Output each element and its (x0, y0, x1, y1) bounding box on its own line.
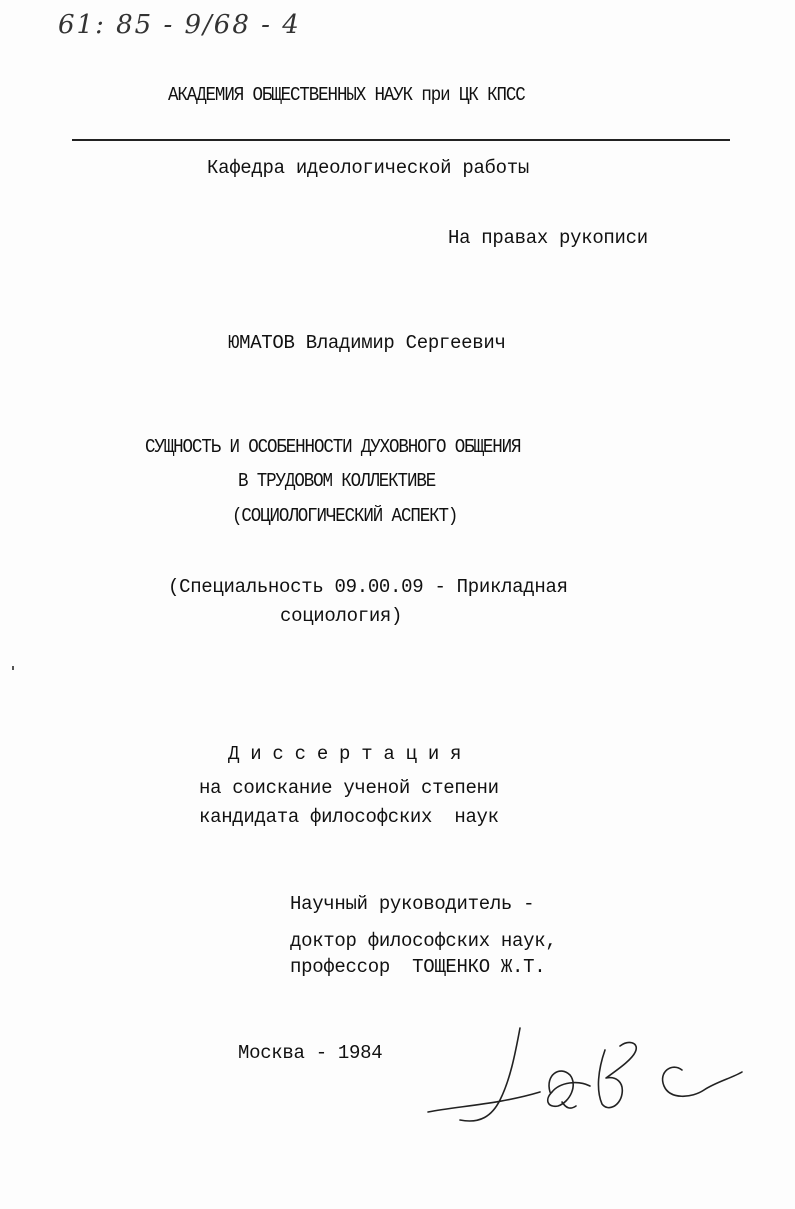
specialty-line-2: социология) (280, 605, 403, 627)
supervisor-line-2: доктор философских наук, (290, 930, 557, 952)
rights-note: На правах рукописи (448, 227, 648, 249)
title-line-1: СУЩНОСТЬ И ОСОБЕННОСТИ ДУХОВНОГО ОБЩЕНИЯ (145, 436, 521, 458)
degree-label: Д и с с е р т а ц и я (228, 743, 462, 765)
institution-name: АКАДЕМИЯ ОБЩЕСТВЕННЫХ НАУК при ЦК КПСС (168, 84, 525, 106)
header-divider (72, 139, 730, 141)
supervisor-line-3: профессор ТОЩЕНКО Ж.Т. (290, 956, 546, 978)
margin-speck (12, 666, 14, 670)
archive-code: 61: 85 - 9/68 - 4 (58, 10, 301, 40)
signature (420, 1020, 760, 1130)
specialty-line-1: (Специальность 09.00.09 - Прикладная (168, 576, 568, 598)
place-year: Москва - 1984 (238, 1042, 383, 1064)
title-line-2: В ТРУДОВОМ КОЛЛЕКТИВЕ (238, 470, 436, 492)
department-name: Кафедра идеологической работы (207, 157, 529, 179)
supervisor-line-1: Научный руководитель - (290, 893, 535, 915)
degree-line-1: на соискание ученой степени (199, 777, 499, 799)
degree-line-2: кандидата философских наук (199, 806, 499, 828)
author-name: ЮМАТОВ Владимир Сергеевич (228, 332, 506, 354)
title-line-3: (СОЦИОЛОГИЧЕСКИЙ АСПЕКТ) (232, 505, 458, 527)
